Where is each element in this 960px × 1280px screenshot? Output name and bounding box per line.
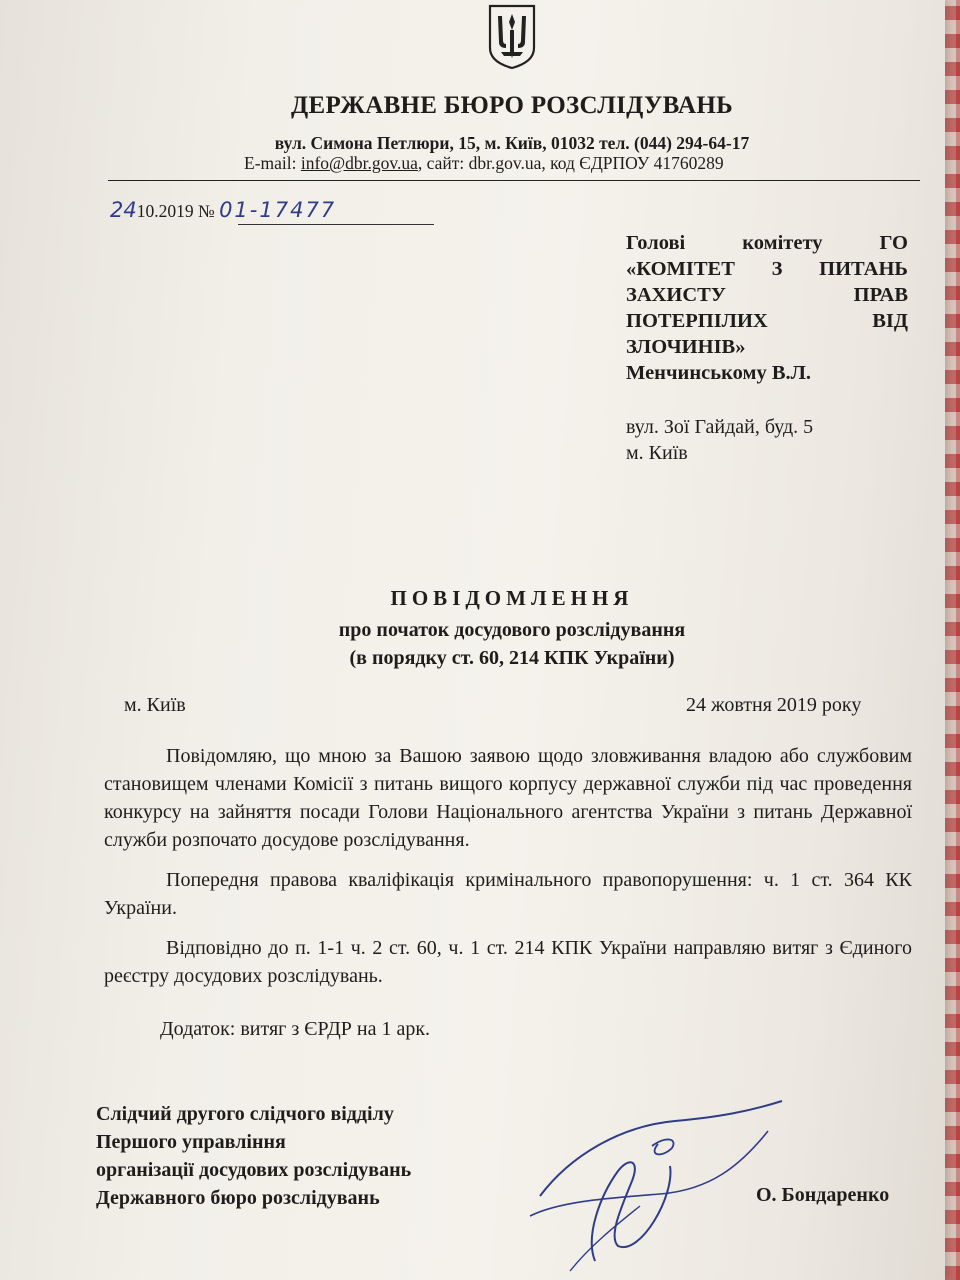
recipient-name: Менчинському В.Л. <box>626 362 812 384</box>
letter-body <box>104 742 912 1002</box>
document-title: ПОВІДОМЛЕННЯ <box>390 586 634 610</box>
signer-line: Слідчий другого слідчого відділу <box>96 1103 394 1125</box>
organization-contacts <box>244 153 724 174</box>
recipient-line: ЗЛОЧИНІВ» <box>626 336 746 358</box>
email-link[interactable]: info@dbr.gov.ua <box>300 153 418 173</box>
body-paragraph: Відповідно до п. 1-1 ч. 2 ст. 60, ч. 1 ст. 214 КПК України направляю витяг з Єдиного реєстру досудових розслідувань. <box>104 937 912 987</box>
recipient-address <box>626 414 813 466</box>
site-and-code: , сайт: dbr.gov.ua, код ЄДРПОУ 41760289 <box>417 153 724 173</box>
signer-line: Першого управління <box>96 1131 286 1153</box>
body-paragraph: Попередня правова кваліфікація кримінального правопорушення: ч. 1 ст. 364 КК України. <box>104 869 912 919</box>
document-date: 24 жовтня 2019 року <box>686 694 862 716</box>
email-label: E-mail: <box>244 153 301 173</box>
recipient-line: ПОТЕРПІЛИХ ВІД <box>626 310 908 332</box>
recipient-city: м. Київ <box>626 442 688 464</box>
trident-emblem-icon <box>484 2 540 70</box>
handwritten-number: 01-17477 <box>219 198 337 222</box>
recipient-line: ЗАХИСТУ ПРАВ <box>626 284 908 306</box>
subtitle-line: (в порядку ст. 60, 214 КПК України) <box>349 647 675 669</box>
attachment-note: Додаток: витяг з ЄРДР на 1 арк. <box>160 1018 431 1040</box>
reference-date: 10.2019 № <box>136 201 215 221</box>
subtitle-line: про початок досудового розслідування <box>338 619 686 641</box>
signer-line: організації досудових розслідувань <box>96 1159 412 1181</box>
signer-line: Державного бюро розслідувань <box>96 1187 380 1209</box>
outgoing-reference <box>110 198 336 222</box>
body-paragraph: Повідомляю, що мною за Вашою заявою щодо зловживання владою або службовим становищем членами Комісії з питань вищого корпусу державної служби під час проведення конкурсу на зайняття посади Голови Національного агентства України з питань Державної служби розпочато досудове розслідування. <box>104 745 912 851</box>
recipient-line: Голові комітету ГО <box>626 232 908 254</box>
organization-address: вул. Симона Петлюри, 15, м. Київ, 01032 тел. (044) 294-64-17 <box>274 133 750 153</box>
recipient-street: вул. Зої Гайдай, буд. 5 <box>626 416 814 438</box>
recipient-line: «КОМІТЕТ З ПИТАНЬ <box>626 258 908 280</box>
handwritten-day: 24 <box>110 198 137 222</box>
recipient-block <box>626 230 908 386</box>
document-subtitle <box>0 616 960 672</box>
place: м. Київ <box>124 694 186 716</box>
handwritten-signature <box>500 1086 790 1278</box>
signer-name: О. Бондаренко <box>756 1184 890 1206</box>
header-divider <box>108 180 920 181</box>
signer-position <box>96 1100 411 1212</box>
organization-name: ДЕРЖАВНЕ БЮРО РОЗСЛІДУВАНЬ <box>291 92 733 119</box>
reference-underline <box>238 224 434 225</box>
